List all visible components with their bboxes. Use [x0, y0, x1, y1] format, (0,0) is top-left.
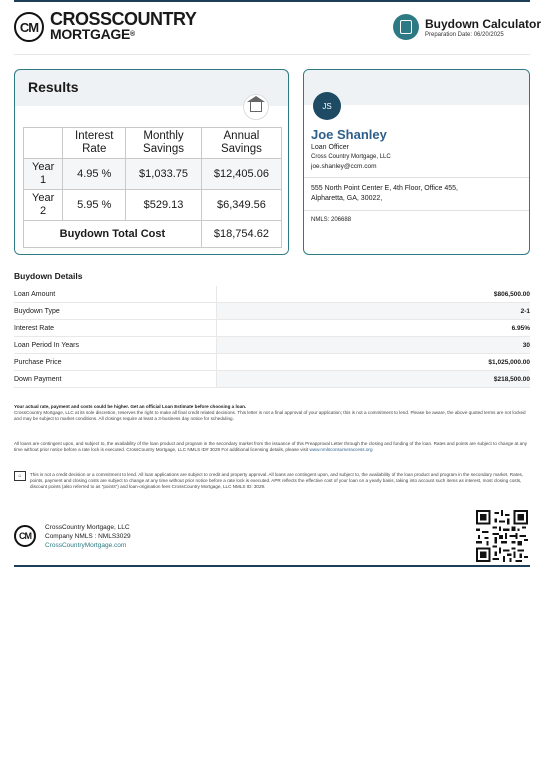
- officer-company: Cross Country Mortgage, LLC: [311, 154, 391, 160]
- footer-company-info: [45, 523, 131, 550]
- row-monthly: $1,033.75: [126, 159, 202, 190]
- brand-name-line2: MORTGAGE: [50, 26, 131, 42]
- total-row: [24, 221, 282, 248]
- address-line2: Alpharetta, GA, 30022,: [311, 195, 383, 202]
- disclaimer-3-text: This is not a credit decision or a commitment to lend. All loan applications are subject to credit and property approval. All loans are contingent upon, and subject to, the availability of the loan product and program in the secondary market. Rates, points, payment and closing costs are subject to change at any time without prior notice before a rate lock is executed. APR reflects the effective cost of your loan on a yearly basis, taking into account such items as interest, most closing costs, discount points (also referred to as "points") and loan-origination fees CrossCountry Mortgage, LLC NMLS ID: 3029.: [30, 472, 524, 490]
- footer-logo-icon: CM: [14, 525, 36, 547]
- detail-value: $218,500.00: [217, 371, 530, 387]
- results-header-row: [24, 128, 282, 159]
- table-row: [14, 337, 530, 354]
- table-row: [14, 371, 530, 388]
- top-rule: [14, 0, 530, 2]
- address-line1: 555 North Point Center E, 4th Floor, Office 455,: [311, 185, 458, 192]
- detail-label: Buydown Type: [14, 303, 217, 319]
- row-annual: $6,349.56: [201, 190, 281, 221]
- brand-logo[interactable]: [14, 9, 197, 42]
- avatar: JS: [313, 92, 341, 120]
- footer-url[interactable]: CrossCountryMortgage.com: [45, 542, 127, 549]
- disclaimer-2-text: All loans are contingent upon, and subject to, the availability of the loan product and program in the secondary market from the issuance of this Preapproval Letter through the closing and funding of the loan. Rates and points are subject to change at any time without prior notice before a rate lock is executed. CrossCountry Mortgage, LLC NMLS ID# 3029 For additional licensing details, please visit: [14, 441, 528, 453]
- calculator-icon: [393, 14, 419, 40]
- bottom-rule: [14, 565, 530, 567]
- header-divider: [14, 54, 530, 55]
- disclaimer-1-text: CrossCountry Mortgage, LLC at its sole discretion, reserves the right to make all final credit related decisions. This letter is not a final approval of your application; this is not a commitment to lend. Please be aware, the above quoted terms are not locked and may be subject to market conditions. All closings require at least a 3-business day notice for scheduling.: [14, 410, 526, 422]
- footer-company: CrossCountry Mortgage, LLC: [45, 524, 130, 531]
- equal-housing-icon: ⌂: [14, 471, 26, 481]
- prep-date-label: Preparation Date:: [425, 31, 473, 38]
- detail-label: Loan Period In Years: [14, 337, 217, 353]
- row-monthly: $529.13: [126, 190, 202, 221]
- nmls-consumer-link[interactable]: www.nmlsconsumeraccess.org: [309, 447, 373, 453]
- disclaimer-1: [14, 404, 530, 423]
- results-col-blank: [24, 128, 63, 159]
- row-annual: $12,405.06: [201, 159, 281, 190]
- qr-code-icon[interactable]: [476, 510, 528, 562]
- results-card: [14, 69, 289, 255]
- table-row: [14, 354, 530, 371]
- detail-label: Purchase Price: [14, 354, 217, 370]
- prep-date: 06/20/2025: [473, 31, 504, 38]
- brand-name-line1: CROSSCOUNTRY: [50, 9, 197, 29]
- table-row: [24, 190, 282, 221]
- officer-name: Joe Shanley: [311, 127, 387, 142]
- footer-nmls: Company NMLS : NMLS3029: [45, 533, 131, 540]
- calculator-header: [393, 14, 541, 40]
- results-title: Results: [28, 79, 79, 95]
- detail-value: $1,025,000.00: [488, 359, 530, 366]
- table-row: [24, 159, 282, 190]
- buydown-details-table: [14, 286, 530, 388]
- house-icon: [243, 94, 269, 120]
- officer-nmls: NMLS: 206688: [311, 217, 352, 223]
- results-col-interest-rate: Interest Rate: [63, 128, 126, 159]
- detail-label: Interest Rate: [14, 320, 217, 336]
- table-row: [14, 286, 530, 303]
- row-rate: 4.95 %: [63, 159, 126, 190]
- brand-logo-icon: CM: [14, 12, 44, 42]
- results-col-annual-savings: Annual Savings: [201, 128, 281, 159]
- row-rate: 5.95 %: [63, 190, 126, 221]
- disclaimer-3: [14, 472, 530, 491]
- detail-label: Down Payment: [14, 371, 217, 387]
- detail-value: 6.95%: [511, 325, 530, 332]
- officer-role: Loan Officer: [311, 144, 350, 151]
- table-row: [14, 303, 530, 320]
- results-table: [23, 127, 282, 248]
- detail-label: Loan Amount: [14, 286, 217, 302]
- row-label: Year 1: [24, 159, 63, 190]
- total-value: $18,754.62: [201, 221, 281, 248]
- loan-officer-card: [303, 69, 530, 255]
- results-col-monthly-savings: Monthly Savings: [126, 128, 202, 159]
- officer-address: [311, 184, 511, 204]
- disclaimer-1-bold: Your actual rate, payment and costs could be higher. Get an official Loan Estimate before choosing a loan.: [14, 404, 247, 409]
- officer-email[interactable]: joe.shanley@ccm.com: [311, 163, 377, 170]
- table-row: [14, 320, 530, 337]
- detail-value: $806,500.00: [493, 291, 530, 298]
- disclaimer-2: [14, 441, 530, 453]
- detail-value: 30: [217, 337, 530, 353]
- detail-value: 2-1: [217, 303, 530, 319]
- page-title: Buydown Calculator: [425, 16, 542, 31]
- total-label: Buydown Total Cost: [24, 221, 202, 248]
- trademark: ®: [130, 31, 135, 38]
- buydown-details-title: Buydown Details: [14, 271, 83, 281]
- row-label: Year 2: [24, 190, 63, 221]
